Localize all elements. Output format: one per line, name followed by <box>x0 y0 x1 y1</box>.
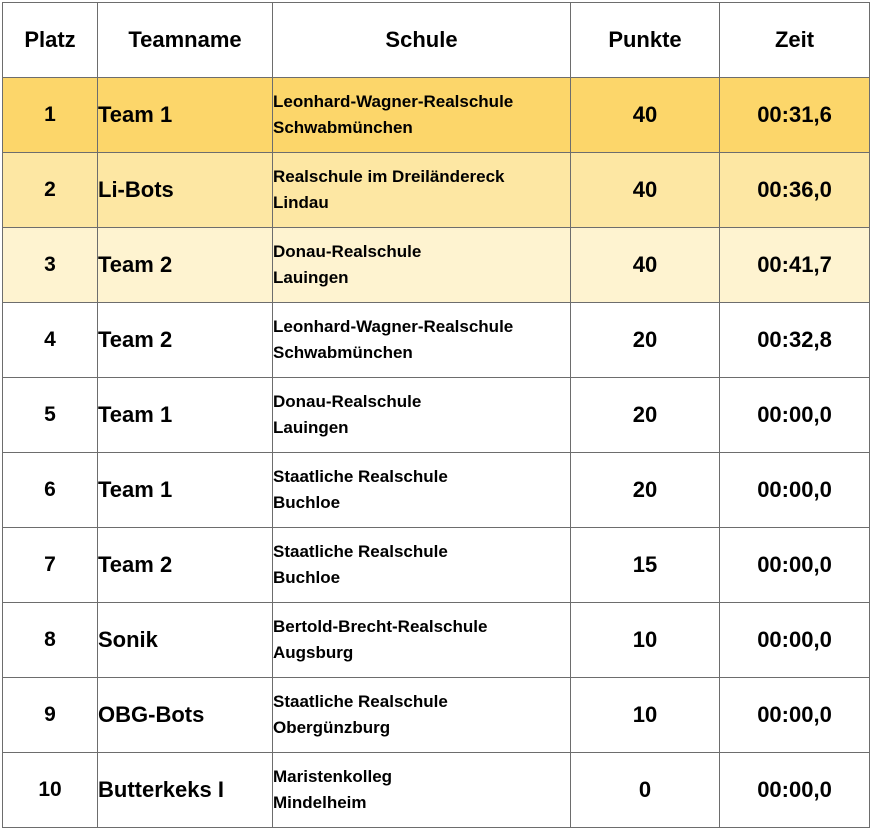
school-name: Staatliche Realschule <box>273 692 448 711</box>
points-cell: 40 <box>571 228 720 303</box>
time-cell: 00:31,6 <box>720 78 870 153</box>
school-name: Staatliche Realschule <box>273 467 448 486</box>
points-cell: 20 <box>571 303 720 378</box>
school-city: Augsburg <box>273 643 354 662</box>
team-name-cell: Team 1 <box>98 378 273 453</box>
table-body <box>3 78 870 828</box>
time-cell: 00:00,0 <box>720 528 870 603</box>
school-city: Obergünzburg <box>273 718 391 737</box>
school-name: Donau-Realschule <box>273 392 422 411</box>
header-row <box>3 3 870 78</box>
table-row <box>3 753 870 828</box>
school-cell <box>273 378 571 453</box>
rank-cell: 8 <box>3 603 98 678</box>
table-header <box>3 3 870 78</box>
school-cell <box>273 528 571 603</box>
time-cell: 00:00,0 <box>720 753 870 828</box>
time-cell: 00:00,0 <box>720 678 870 753</box>
points-cell: 10 <box>571 678 720 753</box>
school-cell <box>273 303 571 378</box>
points-cell: 40 <box>571 153 720 228</box>
team-name-cell: Team 1 <box>98 78 273 153</box>
time-cell: 00:36,0 <box>720 153 870 228</box>
points-cell: 10 <box>571 603 720 678</box>
time-cell: 00:00,0 <box>720 603 870 678</box>
table-row <box>3 453 870 528</box>
rank-cell: 9 <box>3 678 98 753</box>
points-cell: 0 <box>571 753 720 828</box>
team-name-cell: Team 2 <box>98 228 273 303</box>
school-cell <box>273 678 571 753</box>
team-name-cell: Li-Bots <box>98 153 273 228</box>
header-zeit: Zeit <box>720 3 870 78</box>
time-cell: 00:00,0 <box>720 453 870 528</box>
school-cell <box>273 603 571 678</box>
points-cell: 20 <box>571 378 720 453</box>
time-cell: 00:00,0 <box>720 378 870 453</box>
school-name: Leonhard-Wagner-Realschule <box>273 317 514 336</box>
team-name-cell: Team 1 <box>98 453 273 528</box>
school-cell <box>273 78 571 153</box>
time-cell: 00:41,7 <box>720 228 870 303</box>
school-name: Bertold-Brecht-Realschule <box>273 617 488 636</box>
school-cell <box>273 753 571 828</box>
header-punkte: Punkte <box>571 3 720 78</box>
points-cell: 15 <box>571 528 720 603</box>
school-city: Schwabmünchen <box>273 118 413 137</box>
table-row <box>3 228 870 303</box>
table-row <box>3 528 870 603</box>
team-name-cell: Sonik <box>98 603 273 678</box>
results-table <box>2 2 870 828</box>
header-platz: Platz <box>3 3 98 78</box>
rank-cell: 2 <box>3 153 98 228</box>
school-cell <box>273 153 571 228</box>
school-name: Realschule im Dreiländereck <box>273 167 505 186</box>
school-city: Schwabmünchen <box>273 343 413 362</box>
table-row <box>3 378 870 453</box>
table-row <box>3 78 870 153</box>
team-name-cell: OBG-Bots <box>98 678 273 753</box>
school-cell <box>273 453 571 528</box>
school-cell <box>273 228 571 303</box>
team-name-cell: Butterkeks I <box>98 753 273 828</box>
rank-cell: 7 <box>3 528 98 603</box>
table-row <box>3 153 870 228</box>
school-city: Lindau <box>273 193 329 212</box>
school-city: Lauingen <box>273 268 349 287</box>
points-cell: 40 <box>571 78 720 153</box>
school-name: Leonhard-Wagner-Realschule <box>273 92 514 111</box>
rank-cell: 6 <box>3 453 98 528</box>
school-name: Staatliche Realschule <box>273 542 448 561</box>
table-row <box>3 678 870 753</box>
team-name-cell: Team 2 <box>98 303 273 378</box>
rank-cell: 4 <box>3 303 98 378</box>
header-schule: Schule <box>273 3 571 78</box>
school-city: Lauingen <box>273 418 349 437</box>
table-row <box>3 303 870 378</box>
school-city: Mindelheim <box>273 793 367 812</box>
team-name-cell: Team 2 <box>98 528 273 603</box>
school-name: Maristenkolleg <box>273 767 393 786</box>
points-cell: 20 <box>571 453 720 528</box>
school-name: Donau-Realschule <box>273 242 422 261</box>
header-teamname: Teamname <box>98 3 273 78</box>
rank-cell: 3 <box>3 228 98 303</box>
rank-cell: 10 <box>3 753 98 828</box>
school-city: Buchloe <box>273 568 341 587</box>
rank-cell: 1 <box>3 78 98 153</box>
table-row <box>3 603 870 678</box>
school-city: Buchloe <box>273 493 341 512</box>
rank-cell: 5 <box>3 378 98 453</box>
time-cell: 00:32,8 <box>720 303 870 378</box>
